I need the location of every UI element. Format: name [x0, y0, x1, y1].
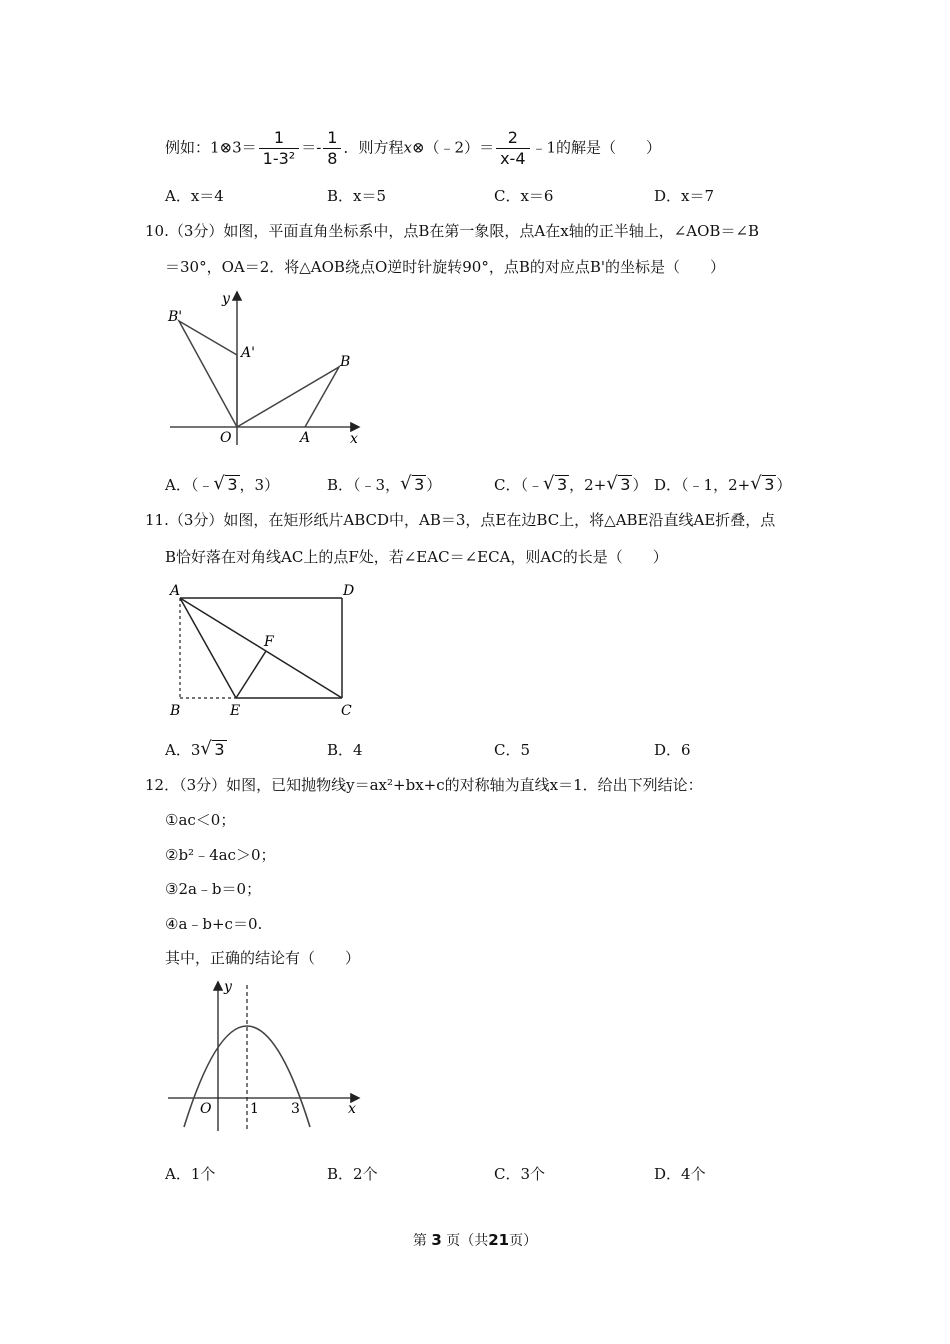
- q9-fraction-3: $\frac{2}{x-4}$: [496, 128, 529, 169]
- q10-option-d[interactable]: D．（﹣1，2+ √ 3 ）: [654, 473, 792, 494]
- q12-prompt: 其中，正确的结论有（ ）: [165, 949, 361, 967]
- q11-option-d[interactable]: D．6: [654, 741, 691, 759]
- q10-label-aprime: A': [241, 345, 255, 361]
- q10-label-bprime: B': [168, 309, 183, 325]
- q10-label-x: x: [350, 431, 358, 447]
- q10-option-c[interactable]: C．（﹣ √ 3 ，2+ √ 3 ）: [494, 473, 648, 494]
- q12-conclusion-4: ④a﹣b+c＝0.: [165, 915, 263, 933]
- q10-stem-line1: 10.（3分）如图，平面直角坐标系中，点B在第一象限，点A在x轴的正半轴上，∠AOB＝∠B: [145, 222, 760, 240]
- q12-option-d[interactable]: D．4个: [654, 1165, 706, 1183]
- q9-fraction-1: $\frac{1}{\text{1-3²}}$: [259, 128, 300, 169]
- q12-option-b[interactable]: B．2个: [327, 1165, 378, 1183]
- sqrt-icon: √ 3: [750, 473, 775, 494]
- q12-figure: [160, 975, 370, 1135]
- q10-triangle-aob: [237, 367, 339, 427]
- sqrt-icon: √ 3: [542, 473, 568, 494]
- page-footer: 第 3 页（共21页）: [412, 1231, 538, 1249]
- q11-label-a: A: [170, 583, 181, 599]
- q10-figure: [160, 285, 370, 450]
- q11-segment-ef: [236, 651, 266, 698]
- q9-option-a[interactable]: A．x＝4: [165, 187, 224, 205]
- page-total: 21: [488, 1231, 510, 1249]
- q11-option-c[interactable]: C．5: [494, 741, 531, 759]
- q9-fraction-2: $\frac{1}{8}$: [323, 128, 341, 169]
- q11-option-b[interactable]: B．4: [327, 741, 363, 759]
- q12-conclusion-3: ③2a﹣b＝0；: [165, 880, 262, 898]
- q12-label-y: y: [224, 979, 232, 995]
- q11-option-a[interactable]: A．3 √ 3: [165, 738, 225, 759]
- q11-label-f: F: [264, 634, 274, 650]
- sqrt-icon: √ 3: [606, 473, 631, 494]
- q10-label-o: O: [220, 430, 232, 446]
- q10-option-a[interactable]: A．（﹣ √ 3 ，3）: [165, 473, 280, 494]
- sqrt-icon: √ 3: [213, 473, 238, 494]
- q11-label-c: C: [341, 703, 352, 719]
- q12-label-1: 1: [250, 1101, 259, 1117]
- q11-label-b: B: [170, 703, 181, 719]
- q12-label-3: 3: [291, 1101, 300, 1117]
- q11-stem-line1: 11.（3分）如图，在矩形纸片ABCD中，AB＝3，点E在边BC上，将△ABE沿直线AE折叠，点: [145, 511, 776, 529]
- q12-conclusion-1: ①ac＜0；: [165, 811, 236, 829]
- q12-option-a[interactable]: A．1个: [165, 1165, 216, 1183]
- q10-option-b[interactable]: B．（﹣3， √ 3 ）: [327, 473, 442, 494]
- q10-triangle-rotated: [179, 321, 237, 427]
- q12-conclusion-2: ②b²﹣4ac＞0；: [165, 846, 276, 864]
- q12-stem-line1: 12．（3分）如图，已知抛物线y＝ax²+bx+c的对称轴为直线x＝1．给出下列结论：: [145, 776, 703, 794]
- q12-label-x: x: [348, 1101, 356, 1117]
- q11-stem-line2: B恰好落在对角线AC上的点F处，若∠EAC＝∠ECA，则AC的长是（ ）: [165, 548, 668, 566]
- q11-diagonal-ac: [180, 598, 342, 698]
- q9-example-line: 例如：1⊗3＝ $\frac{1}{\text{1-3²}}$ ＝- $\frac{1}{8}$ ．则方程x⊗（﹣2）＝ $\frac{2}{x-4}$ ﹣1的解是（ ）: [165, 128, 662, 168]
- q10-stem-line2: ＝30°，OA＝2．将△AOB绕点O逆时针旋转90°，点B的对应点B'的坐标是（ ）: [165, 258, 726, 276]
- q10-label-b: B: [340, 354, 351, 370]
- q11-figure: [160, 578, 370, 723]
- q9-option-d[interactable]: D．x＝7: [654, 187, 715, 205]
- q11-label-d: D: [343, 583, 355, 599]
- q10-label-a: A: [300, 430, 311, 446]
- q10-label-y: y: [222, 291, 230, 307]
- sqrt-icon: √ 3: [200, 738, 225, 759]
- page-number: 3: [431, 1231, 442, 1249]
- q12-option-c[interactable]: C．3个: [494, 1165, 546, 1183]
- q11-segment-ae: [180, 598, 236, 698]
- q9-option-b[interactable]: B．x＝5: [327, 187, 387, 205]
- q12-label-o: O: [200, 1101, 212, 1117]
- q11-label-e: E: [230, 703, 241, 719]
- q9-option-c[interactable]: C．x＝6: [494, 187, 554, 205]
- q9-example-prefix: 例如：1⊗3＝: [165, 138, 257, 157]
- sqrt-icon: √ 3: [400, 473, 425, 494]
